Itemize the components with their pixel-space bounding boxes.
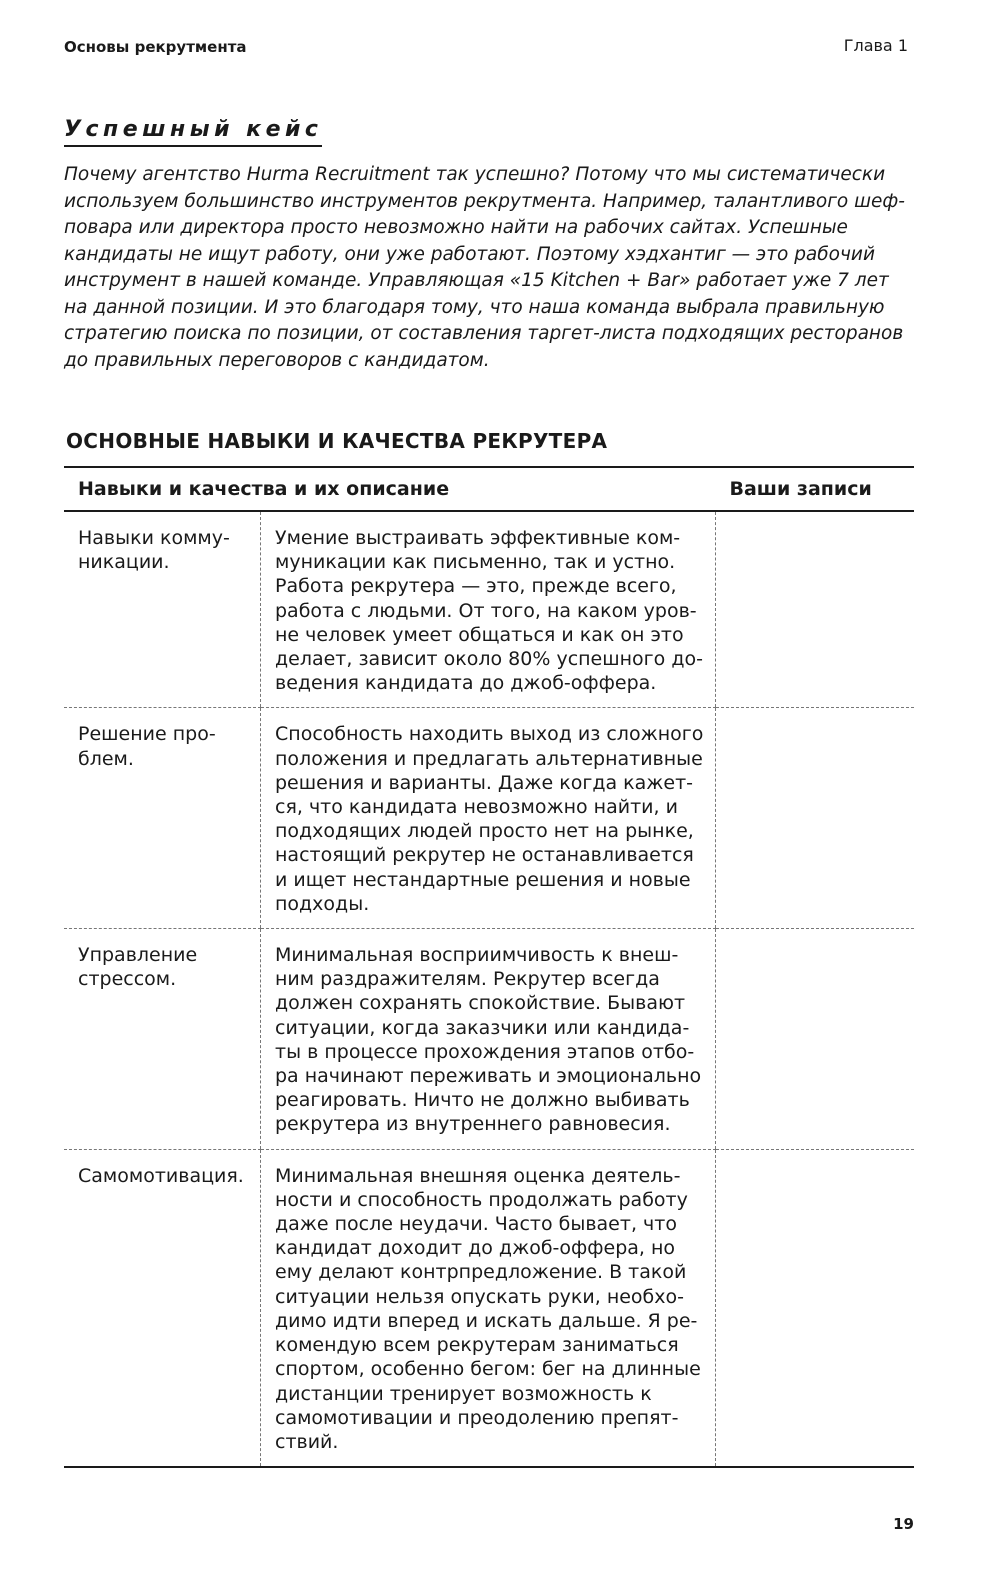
running-header-chapter: Глава 1 (843, 36, 908, 55)
running-header-section: Основы рекрутмента (64, 38, 247, 56)
skills-column-header: Навыки и качества и их описание (64, 467, 716, 511)
skill-notes (716, 511, 915, 708)
table-row (64, 929, 914, 1150)
skill-description: Способность находить выход из сложного положения и предлагать альтернативные решения и варианты. Даже когда кажется, что кандидата невозможно найти, и подходящих людей просто нет на рынке, настоящий рекрутер не останавливается и ищет нестандартные решения и новые подходы. (261, 708, 716, 929)
skills-table (64, 466, 914, 1468)
skills-section-title: ОСНОВНЫЕ НАВЫКИ И КАЧЕСТВА РЕКРУТЕРА (66, 429, 608, 453)
notes-column-header: Ваши записи (716, 467, 915, 511)
skill-notes (716, 1149, 915, 1467)
skill-name: Решение проблем. (64, 708, 261, 929)
table-row (64, 708, 914, 929)
skill-description: Умение выстраивать эффективные коммуникации как письменно, так и устно. Работа рекрутера — это, прежде всего, работа с людьми. От того, на каком уровне человек умеет общаться и как он это делает, зависит около 80% успешного доведения кандидата до джоб-оффера. (261, 511, 716, 708)
skill-name: Управление стрессом. (64, 929, 261, 1150)
skill-description: Минимальная восприимчивость к внешним раздражителям. Рекрутер всегда должен сохранять спокойствие. Бывают ситуации, когда заказчики или кандидаты в процессе прохождения этапов отбора начинают переживать и эмоционально реагировать. Ничто не должно выбивать рекрутера из внутреннего равновесия. (261, 929, 716, 1150)
table-row (64, 511, 914, 708)
skill-notes (716, 708, 915, 929)
success-case-title: Успешный кейс (64, 117, 322, 147)
page-number: 19 (893, 1515, 914, 1533)
success-case-text: Почему агентство Hurma Recruitment так успешно? Потому что мы систематически используем большинство инструментов рекрутмента. Например, талантливого шеф-повара или директора просто невозможно найти на рабочих сайтах. Успешные кандидаты не ищут работу, они уже работают. Поэтому хэдхантиг — это рабочий инструмент в нашей команде. Управляющая «15 Kitchen + Bar» работает уже 7 лет на данной позиции. И это благодаря тому, что наша команда выбрала правильную стратегию поиска по позиции, от составления таргет-листа подходящих ресторанов до правильных переговоров с кандидатом. (64, 164, 905, 371)
table-row (64, 1149, 914, 1467)
skill-name: Самомотивация. (64, 1149, 261, 1467)
skill-notes (716, 929, 915, 1150)
skill-name: Навыки коммуникации. (64, 511, 261, 708)
skill-description: Минимальная внешняя оценка деятельности и способность продолжать работу даже после неудачи. Часто бывает, что кандидат доходит до джоб-оффера, но ему делают контрпредложение. В такой ситуации нельзя опускать руки, необходимо идти вперед и искать дальше. Я рекомендую всем рекрутерам заниматься спортом, особенно бегом: бег на длинные дистанции тренирует возможность к самомотивации и преодолению препятствий. (261, 1149, 716, 1467)
skills-table-header-row (64, 467, 914, 511)
